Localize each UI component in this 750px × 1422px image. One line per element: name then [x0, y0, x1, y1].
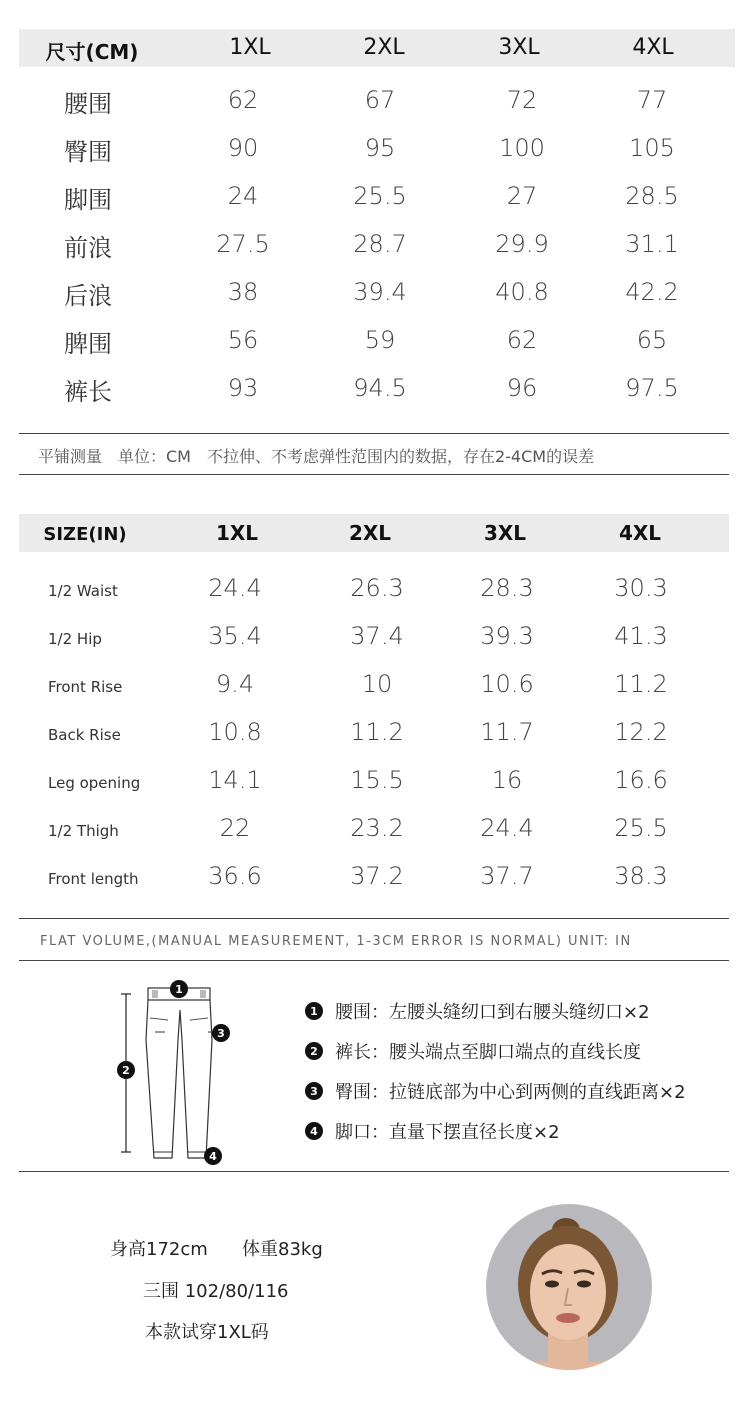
size-value-cell: 62: [227, 86, 259, 114]
size-value-cell: 9.4: [215, 670, 255, 698]
row-label: Leg opening: [48, 774, 141, 792]
size-value-cell: 10.8: [208, 718, 262, 746]
size-value-cell: 41.3: [614, 622, 668, 650]
size-value-cell: 30.3: [614, 574, 668, 602]
row-label: 裤长: [64, 378, 112, 406]
size-value-cell: 25.5: [614, 814, 668, 842]
legend-item: [305, 1078, 686, 1104]
size-value-cell: 24.4: [480, 814, 534, 842]
in-note-bottom-rule: [19, 960, 729, 961]
cm-note-bottom-rule: [19, 474, 729, 475]
size-value-cell: 29.9: [495, 230, 549, 258]
cm-header-3xl: 3XL: [498, 35, 540, 60]
cm-note-top-rule: [19, 433, 729, 434]
legend-item: [305, 1118, 560, 1144]
legend-text: 腰围：左腰头缝纫口到右腰头缝纫口×2: [335, 1002, 650, 1023]
diagram-marker-1: 1: [170, 980, 188, 998]
row-label: Back Rise: [48, 726, 121, 744]
size-value-cell: 39.4: [353, 278, 407, 306]
size-value-cell: 14.1: [208, 766, 262, 794]
row-label: 脚围: [64, 186, 112, 214]
diagram-marker-2: 2: [117, 1061, 135, 1079]
size-value-cell: 67: [364, 86, 396, 114]
size-value-cell: 38: [227, 278, 259, 306]
in-header-size: SIZE(IN): [43, 524, 127, 545]
size-value-cell: 100: [499, 134, 545, 162]
diagram-bottom-rule: [19, 1171, 729, 1172]
cm-header-1xl: 1XL: [229, 35, 271, 60]
model-photo: [486, 1204, 652, 1370]
row-label: Front Rise: [48, 678, 123, 696]
in-header-2xl: 2XL: [348, 521, 392, 545]
size-value-cell: 37.4: [350, 622, 404, 650]
size-value-cell: 37.7: [480, 862, 534, 890]
legend-text: 脚口：直量下摆直径长度×2: [335, 1122, 560, 1143]
size-value-cell: 12.2: [614, 718, 668, 746]
size-value-cell: 25.5: [353, 182, 407, 210]
size-value-cell: 90: [227, 134, 259, 162]
diagram-marker-3: 3: [212, 1024, 230, 1042]
model-weight: 体重83kg: [242, 1239, 323, 1260]
cm-header-4xl: 4XL: [632, 35, 674, 60]
size-value-cell: 28.3: [480, 574, 534, 602]
size-value-cell: 93: [227, 374, 259, 402]
size-value-cell: 96: [506, 374, 538, 402]
size-value-cell: 56: [227, 326, 259, 354]
size-value-cell: 77: [636, 86, 668, 114]
size-value-cell: 97.5: [625, 374, 679, 402]
legend-number-badge: 4: [305, 1122, 323, 1140]
size-value-cell: 65: [636, 326, 668, 354]
size-value-cell: 40.8: [495, 278, 549, 306]
row-label: Front length: [48, 870, 139, 888]
cm-note: 平铺测量 单位：CM 不拉伸、不考虑弹性范围内的数据，存在2-4CM的误差: [38, 447, 595, 466]
legend-number-badge: 3: [305, 1082, 323, 1100]
model-height: 身高172cm: [110, 1239, 208, 1260]
size-value-cell: 62: [506, 326, 538, 354]
size-value-cell: 10: [361, 670, 393, 698]
size-value-cell: 28.7: [353, 230, 407, 258]
size-value-cell: 26.3: [350, 574, 404, 602]
model-size-worn: 本款试穿1XL码: [145, 1322, 269, 1343]
size-value-cell: 11.7: [480, 718, 534, 746]
size-value-cell: 10.6: [480, 670, 534, 698]
size-value-cell: 39.3: [480, 622, 534, 650]
in-note-top-rule: [19, 918, 729, 919]
size-value-cell: 22: [219, 814, 251, 842]
legend-text: 裤长：腰头端点至脚口端点的直线长度: [335, 1042, 641, 1063]
legend-item: [305, 1038, 641, 1064]
size-value-cell: 42.2: [625, 278, 679, 306]
row-label: 臀围: [64, 138, 112, 166]
size-value-cell: 36.6: [208, 862, 262, 890]
cm-header-2xl: 2XL: [363, 35, 405, 60]
legend-number-badge: 2: [305, 1042, 323, 1060]
size-value-cell: 23.2: [350, 814, 404, 842]
legend-text: 臀围：拉链底部为中心到两侧的直线距离×2: [335, 1082, 686, 1103]
size-value-cell: 95: [364, 134, 396, 162]
size-value-cell: 72: [506, 86, 538, 114]
in-header-1xl: 1XL: [215, 521, 259, 545]
row-label: 1/2 Hip: [48, 630, 102, 648]
row-label: 脾围: [64, 330, 112, 358]
row-label: 腰围: [64, 90, 112, 118]
in-header-3xl: 3XL: [483, 521, 527, 545]
size-value-cell: 27: [506, 182, 538, 210]
size-value-cell: 35.4: [208, 622, 262, 650]
row-label: 后浪: [64, 282, 112, 310]
size-value-cell: 11.2: [350, 718, 404, 746]
size-value-cell: 37.2: [350, 862, 404, 890]
size-value-cell: 15.5: [350, 766, 404, 794]
size-value-cell: 27.5: [216, 230, 270, 258]
size-value-cell: 16: [491, 766, 523, 794]
size-value-cell: 38.3: [614, 862, 668, 890]
legend-item: [305, 998, 650, 1024]
in-note: FLAT VOLUME,(MANUAL MEASUREMENT, 1-3CM ERROR IS NORMAL) UNIT: IN: [40, 934, 632, 949]
size-value-cell: 11.2: [614, 670, 668, 698]
size-value-cell: 28.5: [625, 182, 679, 210]
size-value-cell: 59: [364, 326, 396, 354]
size-value-cell: 24.4: [208, 574, 262, 602]
size-value-cell: 105: [629, 134, 675, 162]
size-value-cell: 94.5: [353, 374, 407, 402]
model-measurements: 三围 102/80/116: [143, 1281, 289, 1302]
row-label: 1/2 Waist: [48, 582, 118, 600]
in-header-4xl: 4XL: [618, 521, 662, 545]
size-value-cell: 16.6: [614, 766, 668, 794]
row-label: 1/2 Thigh: [48, 822, 119, 840]
row-label: 前浪: [64, 234, 112, 262]
size-value-cell: 31.1: [625, 230, 679, 258]
legend-number-badge: 1: [305, 1002, 323, 1020]
size-value-cell: 24: [227, 182, 259, 210]
diagram-marker-4: 4: [204, 1147, 222, 1165]
cm-header-size: 尺寸(CM): [45, 40, 139, 64]
